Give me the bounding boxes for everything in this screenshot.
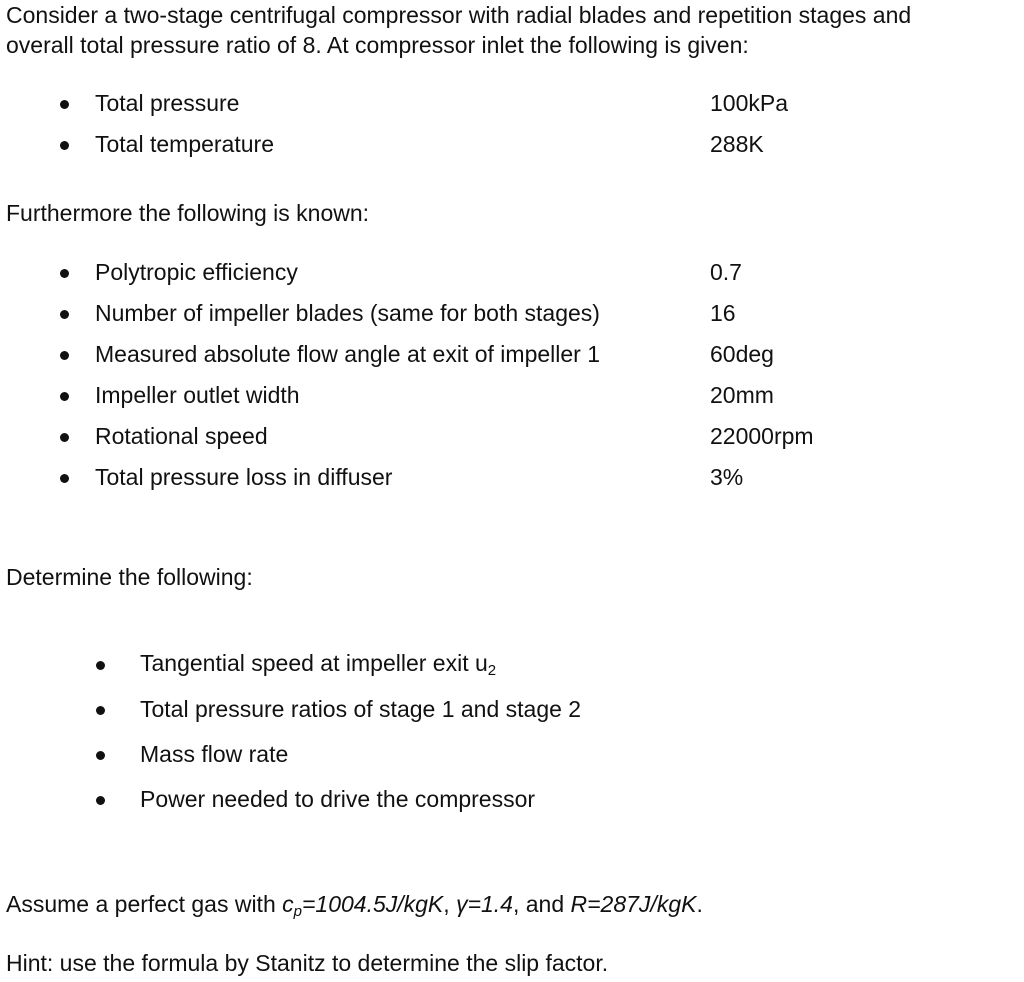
bullet-icon bbox=[96, 751, 105, 760]
task-tangential-speed-text: Tangential speed at impeller exit u bbox=[140, 650, 488, 676]
inlet-total-temperature-label: Total temperature bbox=[95, 131, 274, 157]
assumption-prefix: Assume a perfect gas with bbox=[6, 891, 283, 917]
inlet-total-pressure-value: 100kPa bbox=[710, 90, 789, 116]
intro-line-1: Consider a two-stage centrifugal compressor with radial blades and repetition stages and bbox=[6, 2, 912, 28]
task-mass-flow: Mass flow rate bbox=[140, 741, 289, 767]
flow-angle-value: 60deg bbox=[710, 341, 774, 367]
rotational-speed-value: 22000rpm bbox=[710, 423, 814, 449]
impeller-blades-label: Number of impeller blades (same for both stages) bbox=[95, 300, 600, 326]
assumption-suffix: . bbox=[696, 891, 703, 917]
bullet-icon bbox=[60, 433, 69, 442]
bullet-icon bbox=[60, 310, 69, 319]
gas-constant-value: R=287J/kgK bbox=[570, 891, 697, 917]
known-heading: Furthermore the following is known: bbox=[6, 200, 370, 226]
outlet-width-value: 20mm bbox=[710, 382, 774, 408]
pressure-loss-value: 3% bbox=[710, 464, 744, 490]
rotational-speed-label: Rotational speed bbox=[95, 423, 268, 449]
bullet-icon bbox=[96, 661, 105, 670]
hint-line: Hint: use the formula by Stanitz to determine the slip factor. bbox=[6, 950, 609, 976]
gamma-value: γ=1.4 bbox=[456, 891, 513, 917]
cp-subscript: p bbox=[293, 903, 302, 920]
bullet-icon bbox=[60, 141, 69, 150]
task-tangential-speed-subscript: 2 bbox=[487, 662, 497, 679]
cp-symbol: c bbox=[282, 891, 294, 917]
inlet-total-pressure-label: Total pressure bbox=[95, 90, 240, 116]
determine-heading: Determine the following: bbox=[6, 564, 253, 590]
assumption-line bbox=[6, 891, 703, 920]
bullet-icon bbox=[60, 100, 69, 109]
outlet-width-label: Impeller outlet width bbox=[95, 382, 300, 408]
bullet-icon bbox=[96, 706, 105, 715]
impeller-blades-value: 16 bbox=[710, 300, 736, 326]
task-tangential-speed bbox=[140, 650, 497, 679]
flow-angle-label: Measured absolute flow angle at exit of impeller 1 bbox=[95, 341, 601, 367]
bullet-icon bbox=[60, 269, 69, 278]
cp-value: =1004.5J/kgK bbox=[301, 891, 444, 917]
intro-line-2: overall total pressure ratio of 8. At compressor inlet the following is given: bbox=[6, 32, 749, 58]
task-pressure-ratios: Total pressure ratios of stage 1 and stage 2 bbox=[140, 696, 582, 722]
assumption-separator-1: , bbox=[443, 891, 457, 917]
bullet-icon bbox=[60, 474, 69, 483]
bullet-icon bbox=[60, 351, 69, 360]
bullet-icon bbox=[96, 796, 105, 805]
pressure-loss-label: Total pressure loss in diffuser bbox=[95, 464, 393, 490]
polytropic-efficiency-value: 0.7 bbox=[710, 259, 742, 285]
polytropic-efficiency-label: Polytropic efficiency bbox=[95, 259, 298, 285]
inlet-total-temperature-value: 288K bbox=[710, 131, 764, 157]
assumption-separator-2: , and bbox=[512, 891, 571, 917]
task-power: Power needed to drive the compressor bbox=[140, 786, 536, 812]
bullet-icon bbox=[60, 392, 69, 401]
